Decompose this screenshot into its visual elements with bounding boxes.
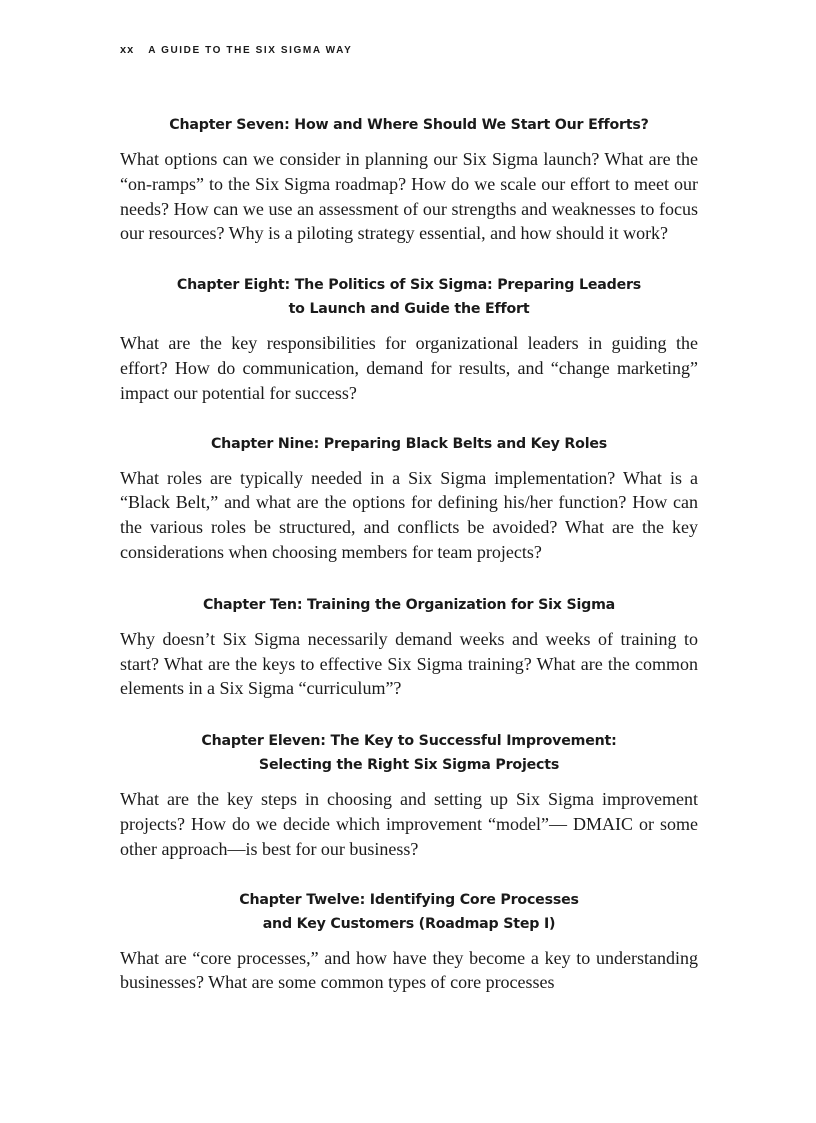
chapter-title — [120, 432, 698, 456]
chapter-title-line: Chapter Ten: Training the Organization for Six Sigma — [202, 596, 616, 613]
page-content — [120, 113, 698, 995]
chapter-summary: What are “core processes,” and how have they become a key to understanding businesses? What are some common types of core processes — [120, 947, 698, 993]
running-head — [120, 44, 352, 56]
chapter-title-line: Chapter Eleven: The Key to Successful Improvement: — [201, 733, 617, 750]
chapter-section-nine — [120, 432, 698, 565]
running-head-title: A GUIDE TO THE SIX SIGMA WAY — [148, 45, 353, 56]
chapter-title-line: Chapter Eight: The Politics of Six Sigma: Preparing Leaders — [176, 277, 642, 294]
chapter-summary: Why doesn’t Six Sigma necessarily demand weeks and weeks of training to start? What are the keys to effective Six Sigma training? What are the common elements in a Six Sigma “curriculum”? — [120, 628, 698, 699]
chapter-section-eleven — [120, 729, 698, 861]
chapter-section-twelve — [120, 888, 698, 996]
chapter-title-line: and Key Customers (Roadmap Step I) — [262, 915, 556, 932]
chapter-summary: What roles are typically needed in a Six Sigma implementation? What is a “Black Belt,” and what are the options for defining his/her function? How can the various roles be structured, and conflicts be avoided? What are the key considerations when choosing members for team projects? — [120, 467, 698, 562]
chapter-summary: What are the key responsibilities for organizational leaders in guiding the effort? How do communication, demand for results, and “change marketing” impact our potential for success? — [120, 333, 698, 403]
chapter-title-line: to Launch and Guide the Effort — [288, 301, 530, 318]
chapter-section-ten — [120, 593, 698, 701]
chapter-summary: What are the key steps in choosing and setting up Six Sigma improvement projects? How do we decide which improvement “model”— DMAIC or some other approach—is best for our business? — [120, 789, 698, 859]
page-number: xx — [120, 44, 135, 56]
chapter-summary: What options can we consider in planning our Six Sigma launch? What are the “on-ramps” to the Six Sigma roadmap? How do we scale our effort to meet our needs? How can we use an assessment of our strengths and weaknesses to focus our resources? Why is a piloting strategy essential, and how should it work? — [120, 149, 698, 244]
chapter-title — [120, 113, 698, 137]
chapter-title-line: Chapter Nine: Preparing Black Belts and Key Roles — [210, 435, 608, 452]
chapter-section-seven — [120, 113, 698, 246]
chapter-title-line: Chapter Seven: How and Where Should We Start Our Efforts? — [169, 117, 649, 133]
chapter-title — [120, 593, 698, 617]
chapter-section-eight — [120, 273, 698, 405]
chapter-title — [120, 273, 698, 321]
chapter-title-line: Chapter Twelve: Identifying Core Processes — [239, 891, 579, 908]
chapter-title — [120, 729, 698, 777]
chapter-title — [120, 888, 698, 936]
chapter-title-line: Selecting the Right Six Sigma Projects — [258, 757, 560, 774]
